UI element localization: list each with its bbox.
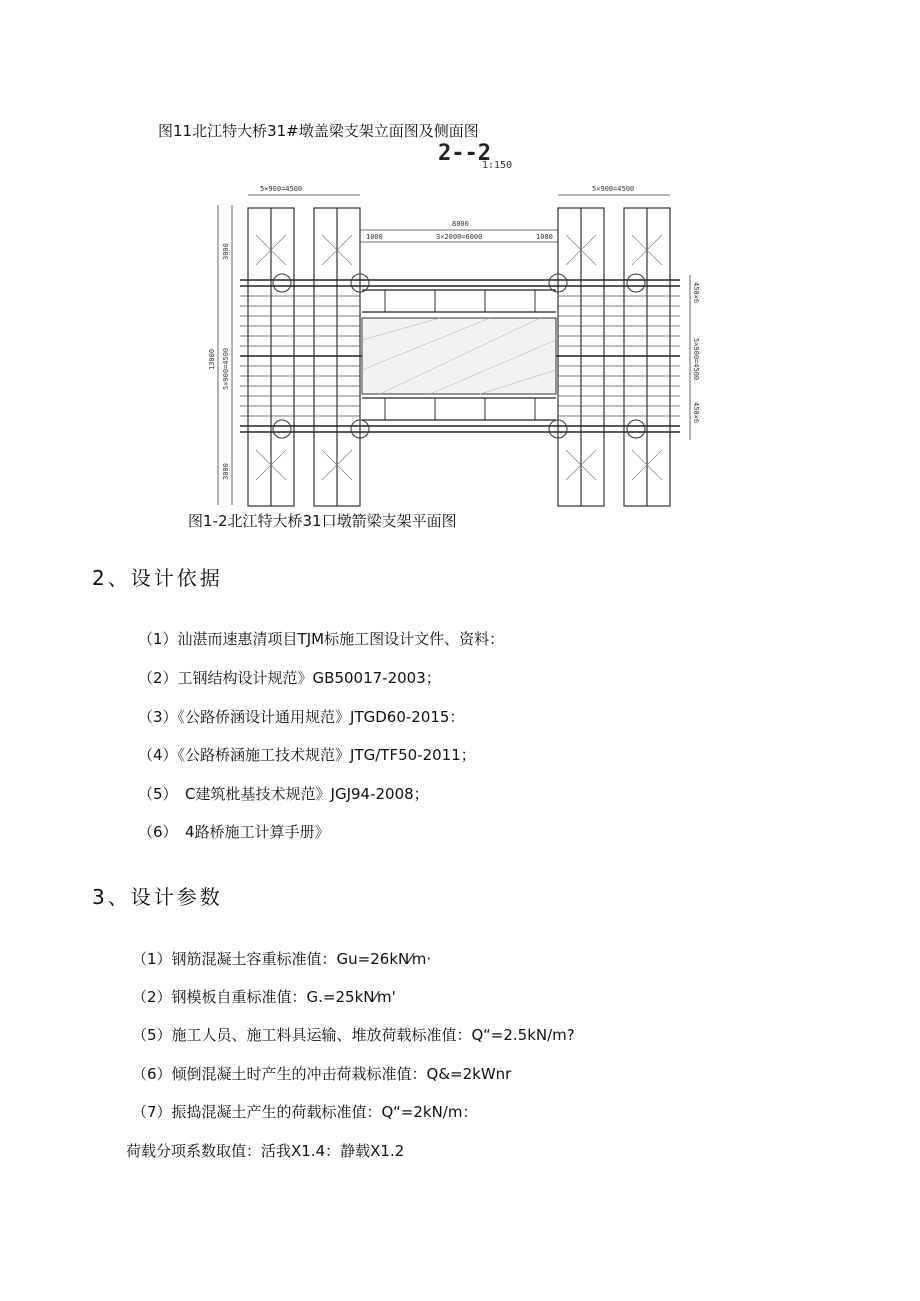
param-item-4: （6）倾倒混凝土时产生的冲击荷栽标准值：Q&=2kWnr [132, 1065, 512, 1083]
load-factor-note: 荷载分项系数取值：活我X1.4：静载X1.2 [126, 1142, 405, 1160]
dim-span-mid: 3×2000=6000 [436, 233, 483, 241]
dim-span-left: 1000 [366, 233, 383, 241]
dim-top-right: 5×900=4500 [592, 185, 635, 193]
scale-label: 1:150 [482, 160, 513, 171]
dim-left-mid: 5×900=4500 [222, 347, 230, 390]
dim-span-right: 1000 [536, 233, 553, 241]
section-2-heading: 2、设计依据 [92, 566, 223, 590]
dim-left-upper: 3000 [222, 243, 230, 260]
dim-span-total: 8000 [452, 220, 469, 228]
figure-caption-top: 图11北江特大桥31#墩盖梁支架立面图及侧面图 [158, 122, 479, 140]
param-item-3: （5）施工人员、施工料具运输、堆放荷载标准值：Q“=2.5kN/m? [132, 1026, 575, 1044]
basis-item-6: （6） 4路桥施工计算手册》 [138, 823, 330, 841]
dim-right-mid: 5×900=4500 [692, 338, 700, 381]
dim-left-lower: 3000 [222, 463, 230, 480]
basis-item-3: （3）《公路侨涵设计通用规范》JTGD60-2015： [138, 708, 465, 726]
dim-right-lower: 450×6 [692, 402, 700, 424]
param-item-1: （1）钢筋混凝土容重标准值：Gu=26kN⁄m· [132, 950, 432, 968]
section-label: 2--2 [438, 141, 491, 166]
figure-caption-bottom: 图1-2北江特大桥31口墩箭梁支架平面图 [188, 512, 457, 530]
section-3-heading: 3、设计参数 [92, 885, 223, 909]
param-item-5: （7）振捣混凝土产生的荷载标准值：Q“=2kN/m： [132, 1103, 478, 1121]
basis-item-5: （5） C建筑枇基技术规范》JGJ94-2008； [138, 785, 429, 803]
basis-item-1: （1）汕湛而速惠清项目TJM标施工图设计文件、资料： [138, 630, 505, 648]
dim-top-left: 5×900=4500 [260, 185, 303, 193]
basis-item-4: （4）《公路桥涵施工技术规范》JTG/TF50-2011； [138, 746, 476, 764]
basis-item-2: （2）工钢结构设计规范》GB50017-2003； [138, 669, 441, 687]
param-item-2: （2）钢模板自重标准值：G.=25kN⁄m' [132, 988, 396, 1006]
dim-left-total: 13000 [208, 348, 216, 370]
dim-right-upper: 450×6 [692, 282, 700, 304]
bridge-plan-drawing [200, 140, 720, 512]
